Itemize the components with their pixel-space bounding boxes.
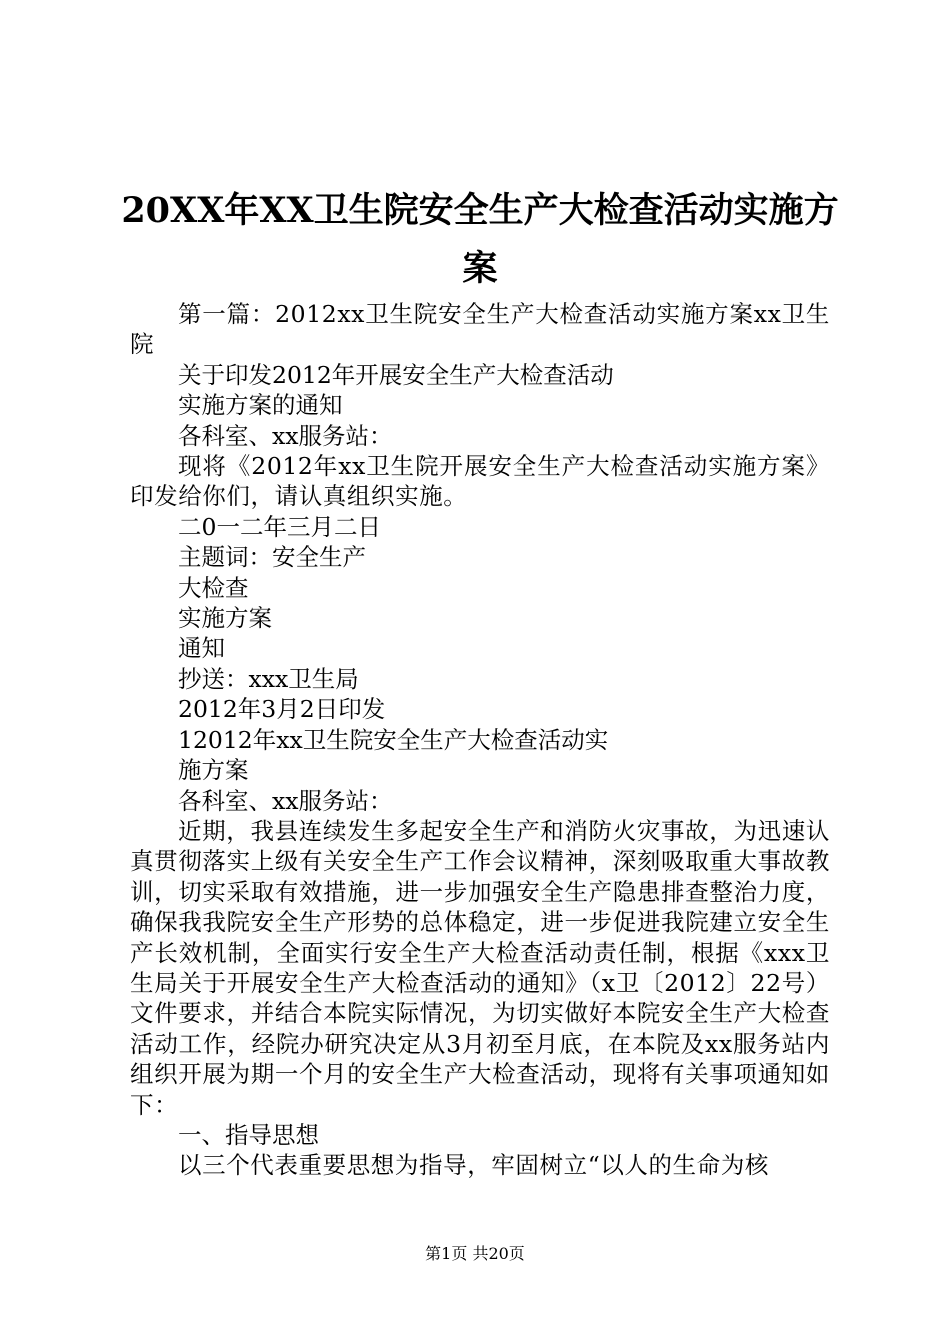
body-line: 通知 — [178, 634, 225, 663]
body-line: 大检查 — [178, 573, 249, 602]
document-body — [130, 299, 830, 1181]
body-line: 12012年xx卫生院安全生产大检查活动实 — [178, 725, 609, 754]
body-line: 关于印发2012年开展安全生产大检查活动 — [178, 360, 614, 389]
document-title: 20XX年XX卫生院安全生产大检查活动实施方案 — [121, 190, 839, 289]
body-paragraph: 第一篇：2012xx卫生院安全生产大检查活动实施方案xx卫生院 — [130, 300, 830, 359]
body-paragraph: 近期，我县连续发生多起安全生产和消防火灾事故，为迅速认真贯彻落实上级有关安全生产工作会议精神，深刻吸取重大事故教训，切实采取有效措施，进一步加强安全生产隐患排查整治力度，确保我我院安全生产形势的总体稳定，进一步促进我院建立安全生产长效机制，全面实行安全生产大检查活动责任制，根据《xxx卫生局关于开展安全生产大检查活动的通知》（x卫〔2012〕22号）文件要求，并结合本院实际情况，为切实做好本院安全生产大检查活动工作，经院办研究决定从3月初至月底，在本院及xx服务站内组织开展为期一个月的安全生产大检查活动，现将有关事项通知如下： — [130, 816, 830, 1119]
body-line: 实施方案的通知 — [178, 391, 343, 420]
body-line: 各科室、xx服务站： — [178, 786, 393, 815]
body-line: 二0一二年三月二日 — [178, 512, 381, 541]
body-line: 抄送：xxx卫生局 — [178, 664, 359, 693]
body-line: 2012年3月2日印发 — [178, 695, 386, 724]
page-number-footer: 第1页 共20页 — [425, 1244, 525, 1263]
body-line: 各科室、xx服务站： — [178, 421, 393, 450]
body-line: 施方案 — [178, 756, 249, 785]
section-heading: 一、指导思想 — [178, 1120, 319, 1149]
body-line: 实施方案 — [178, 604, 272, 633]
body-paragraph: 以三个代表重要思想为指导，牢固树立“以人的生命为核 — [178, 1151, 770, 1180]
body-line: 主题词：安全生产 — [178, 543, 366, 572]
body-paragraph: 现将《2012年xx卫生院开展安全生产大检查活动实施方案》印发给你们，请认真组织实施。 — [130, 452, 830, 511]
